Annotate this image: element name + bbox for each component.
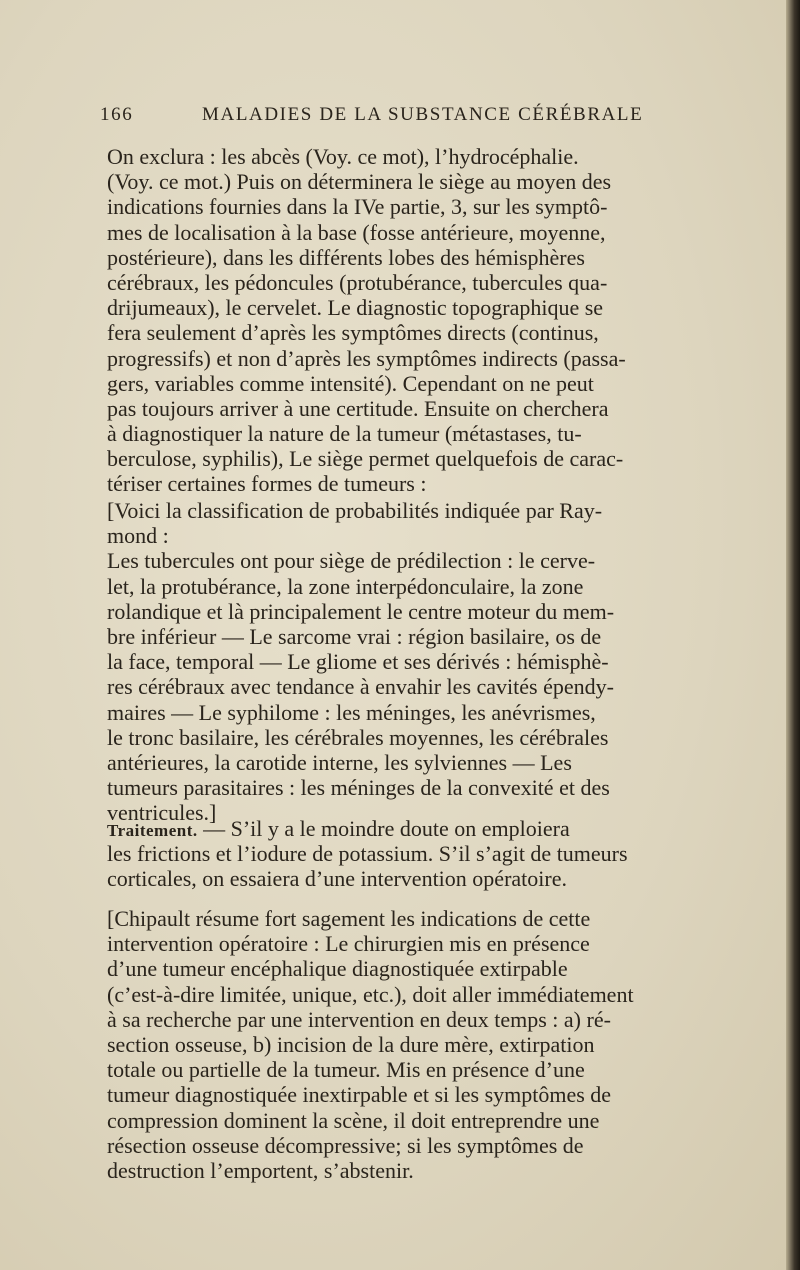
- text-line: [107, 1007, 737, 1032]
- text-line: [107, 700, 737, 725]
- text-line: [107, 523, 737, 548]
- book-spine: [786, 0, 800, 1270]
- line-text: progressifs) et non d’après les symptômes indirects (passa-: [107, 345, 626, 371]
- text-line: [107, 169, 737, 194]
- text-line: [107, 1158, 737, 1183]
- line-text: [Chipault résume fort sagement les indications de cette: [107, 906, 591, 931]
- line-text: les frictions et l’iodure de potassium. S’il s’agit de tumeurs: [107, 841, 628, 867]
- line-text: le tronc basilaire, les cérébrales moyennes, les cérébrales: [107, 724, 609, 750]
- line-text: — S’il y a le moindre doute on emploiera: [197, 816, 570, 841]
- text-line: [107, 144, 737, 169]
- paragraph-exclusion: [107, 144, 737, 497]
- line-text: à sa recherche par une intervention en deux temps : a) ré-: [107, 1006, 611, 1032]
- text-line: [107, 906, 737, 931]
- section-label: Traitement.: [107, 821, 198, 840]
- line-text: indications fournies dans la IVe partie, 3, sur les symptô-: [107, 194, 608, 220]
- text-line: [107, 574, 737, 599]
- line-text: bre inférieur — Le sarcome vrai : région basilaire, os de: [107, 623, 602, 649]
- text-line: [107, 750, 737, 775]
- text-line: [107, 931, 737, 956]
- line-text: destruction l’emportent, s’abstenir.: [107, 1157, 414, 1183]
- text-line: [107, 775, 737, 800]
- text-line: [107, 245, 737, 270]
- text-line: [107, 270, 737, 295]
- text-line: [107, 371, 737, 396]
- line-text: berculose, syphilis), Le siège permet quelquefois de carac-: [107, 446, 624, 472]
- text-line: [107, 982, 737, 1007]
- paragraph-chipault: [107, 906, 737, 1183]
- text-line: [107, 295, 737, 320]
- line-text: pas toujours arriver à une certitude. Ensuite on cherchera: [107, 395, 609, 421]
- text-line: [107, 674, 737, 699]
- line-text: corticales, on essaiera d’une intervention opératoire.: [107, 866, 567, 892]
- text-line: [107, 498, 737, 523]
- line-text: mes de localisation à la base (fosse antérieure, moyenne,: [107, 219, 606, 245]
- line-text: [Voici la classification de probabilités indiquée par Ray-: [107, 498, 603, 523]
- text-line: [107, 1133, 737, 1158]
- text-line: [107, 816, 737, 841]
- line-text: ventricules.]: [107, 800, 217, 826]
- text-line: [107, 421, 737, 446]
- line-text: gers, variables comme intensité). Cependant on ne peut: [107, 370, 594, 396]
- line-text: intervention opératoire : Le chirurgien mis en présence: [107, 931, 590, 957]
- text-line: [107, 624, 737, 649]
- text-line: [107, 725, 737, 750]
- paragraph-raymond-classification: [107, 498, 737, 825]
- line-text: tériser certaines formes de tumeurs :: [107, 471, 427, 497]
- running-title: MALADIES DE LA SUBSTANCE CÉRÉBRALE: [202, 104, 644, 125]
- line-text: cérébraux, les pédoncules (protubérance, tubercules qua-: [107, 269, 608, 295]
- line-text: résection osseuse décompressive; si les symptômes de: [107, 1132, 584, 1158]
- line-text: drijumeaux), le cervelet. Le diagnostic topographique se: [107, 295, 604, 321]
- line-text: mond :: [107, 523, 169, 549]
- text-line: [107, 1032, 737, 1057]
- page-number: 166: [100, 104, 134, 125]
- line-text: (Voy. ce mot.) Puis on déterminera le siège au moyen des: [107, 169, 612, 195]
- line-text: (c’est-à-dire limitée, unique, etc.), doit aller immédiatement: [107, 981, 634, 1007]
- line-text: Les tubercules ont pour siège de prédilection : le cerve-: [107, 548, 596, 574]
- line-text: tumeur diagnostiquée inextirpable et si les symptômes de: [107, 1082, 612, 1108]
- text-line: [107, 548, 737, 573]
- text-line: [107, 320, 737, 345]
- page-header: [100, 104, 740, 130]
- line-text: section osseuse, b) incision de la dure mère, extirpation: [107, 1031, 595, 1057]
- text-line: [107, 599, 737, 624]
- line-text: compression dominent la scène, il doit entreprendre une: [107, 1107, 600, 1133]
- paragraph-traitement: [107, 816, 737, 892]
- text-line: [107, 1057, 737, 1082]
- text-line: [107, 471, 737, 496]
- text-line: [107, 396, 737, 421]
- line-text: d’une tumeur encéphalique diagnostiquée extirpable: [107, 956, 568, 982]
- line-text: maires — Le syphilome : les méninges, les anévrismes,: [107, 699, 596, 725]
- text-line: [107, 194, 737, 219]
- text-line: [107, 649, 737, 674]
- text-line: [107, 956, 737, 981]
- text-line: [107, 1082, 737, 1107]
- line-text: postérieure), dans les différents lobes des hémisphères: [107, 244, 585, 270]
- line-text: tumeurs parasitaires : les méninges de la convexité et des: [107, 775, 610, 801]
- line-text: rolandique et là principalement le centre moteur du mem-: [107, 598, 615, 624]
- line-text: res cérébraux avec tendance à envahir les cavités épendy-: [107, 674, 614, 700]
- text-line: [107, 446, 737, 471]
- line-text: let, la protubérance, la zone interpédonculaire, la zone: [107, 573, 584, 599]
- text-line: [107, 220, 737, 245]
- line-text: la face, temporal — Le gliome et ses dérivés : hémisphè-: [107, 649, 609, 675]
- line-text: On exclura : les abcès (Voy. ce mot), l’hydrocéphalie.: [107, 144, 579, 169]
- line-text: totale ou partielle de la tumeur. Mis en présence d’une: [107, 1057, 585, 1083]
- text-line: [107, 866, 737, 891]
- line-text: à diagnostiquer la nature de la tumeur (métastases, tu-: [107, 421, 582, 447]
- line-text: antérieures, la carotide interne, les sylviennes — Les: [107, 749, 572, 775]
- text-line: [107, 1108, 737, 1133]
- text-line: [107, 346, 737, 371]
- text-line: [107, 841, 737, 866]
- line-text: fera seulement d’après les symptômes directs (continus,: [107, 320, 599, 346]
